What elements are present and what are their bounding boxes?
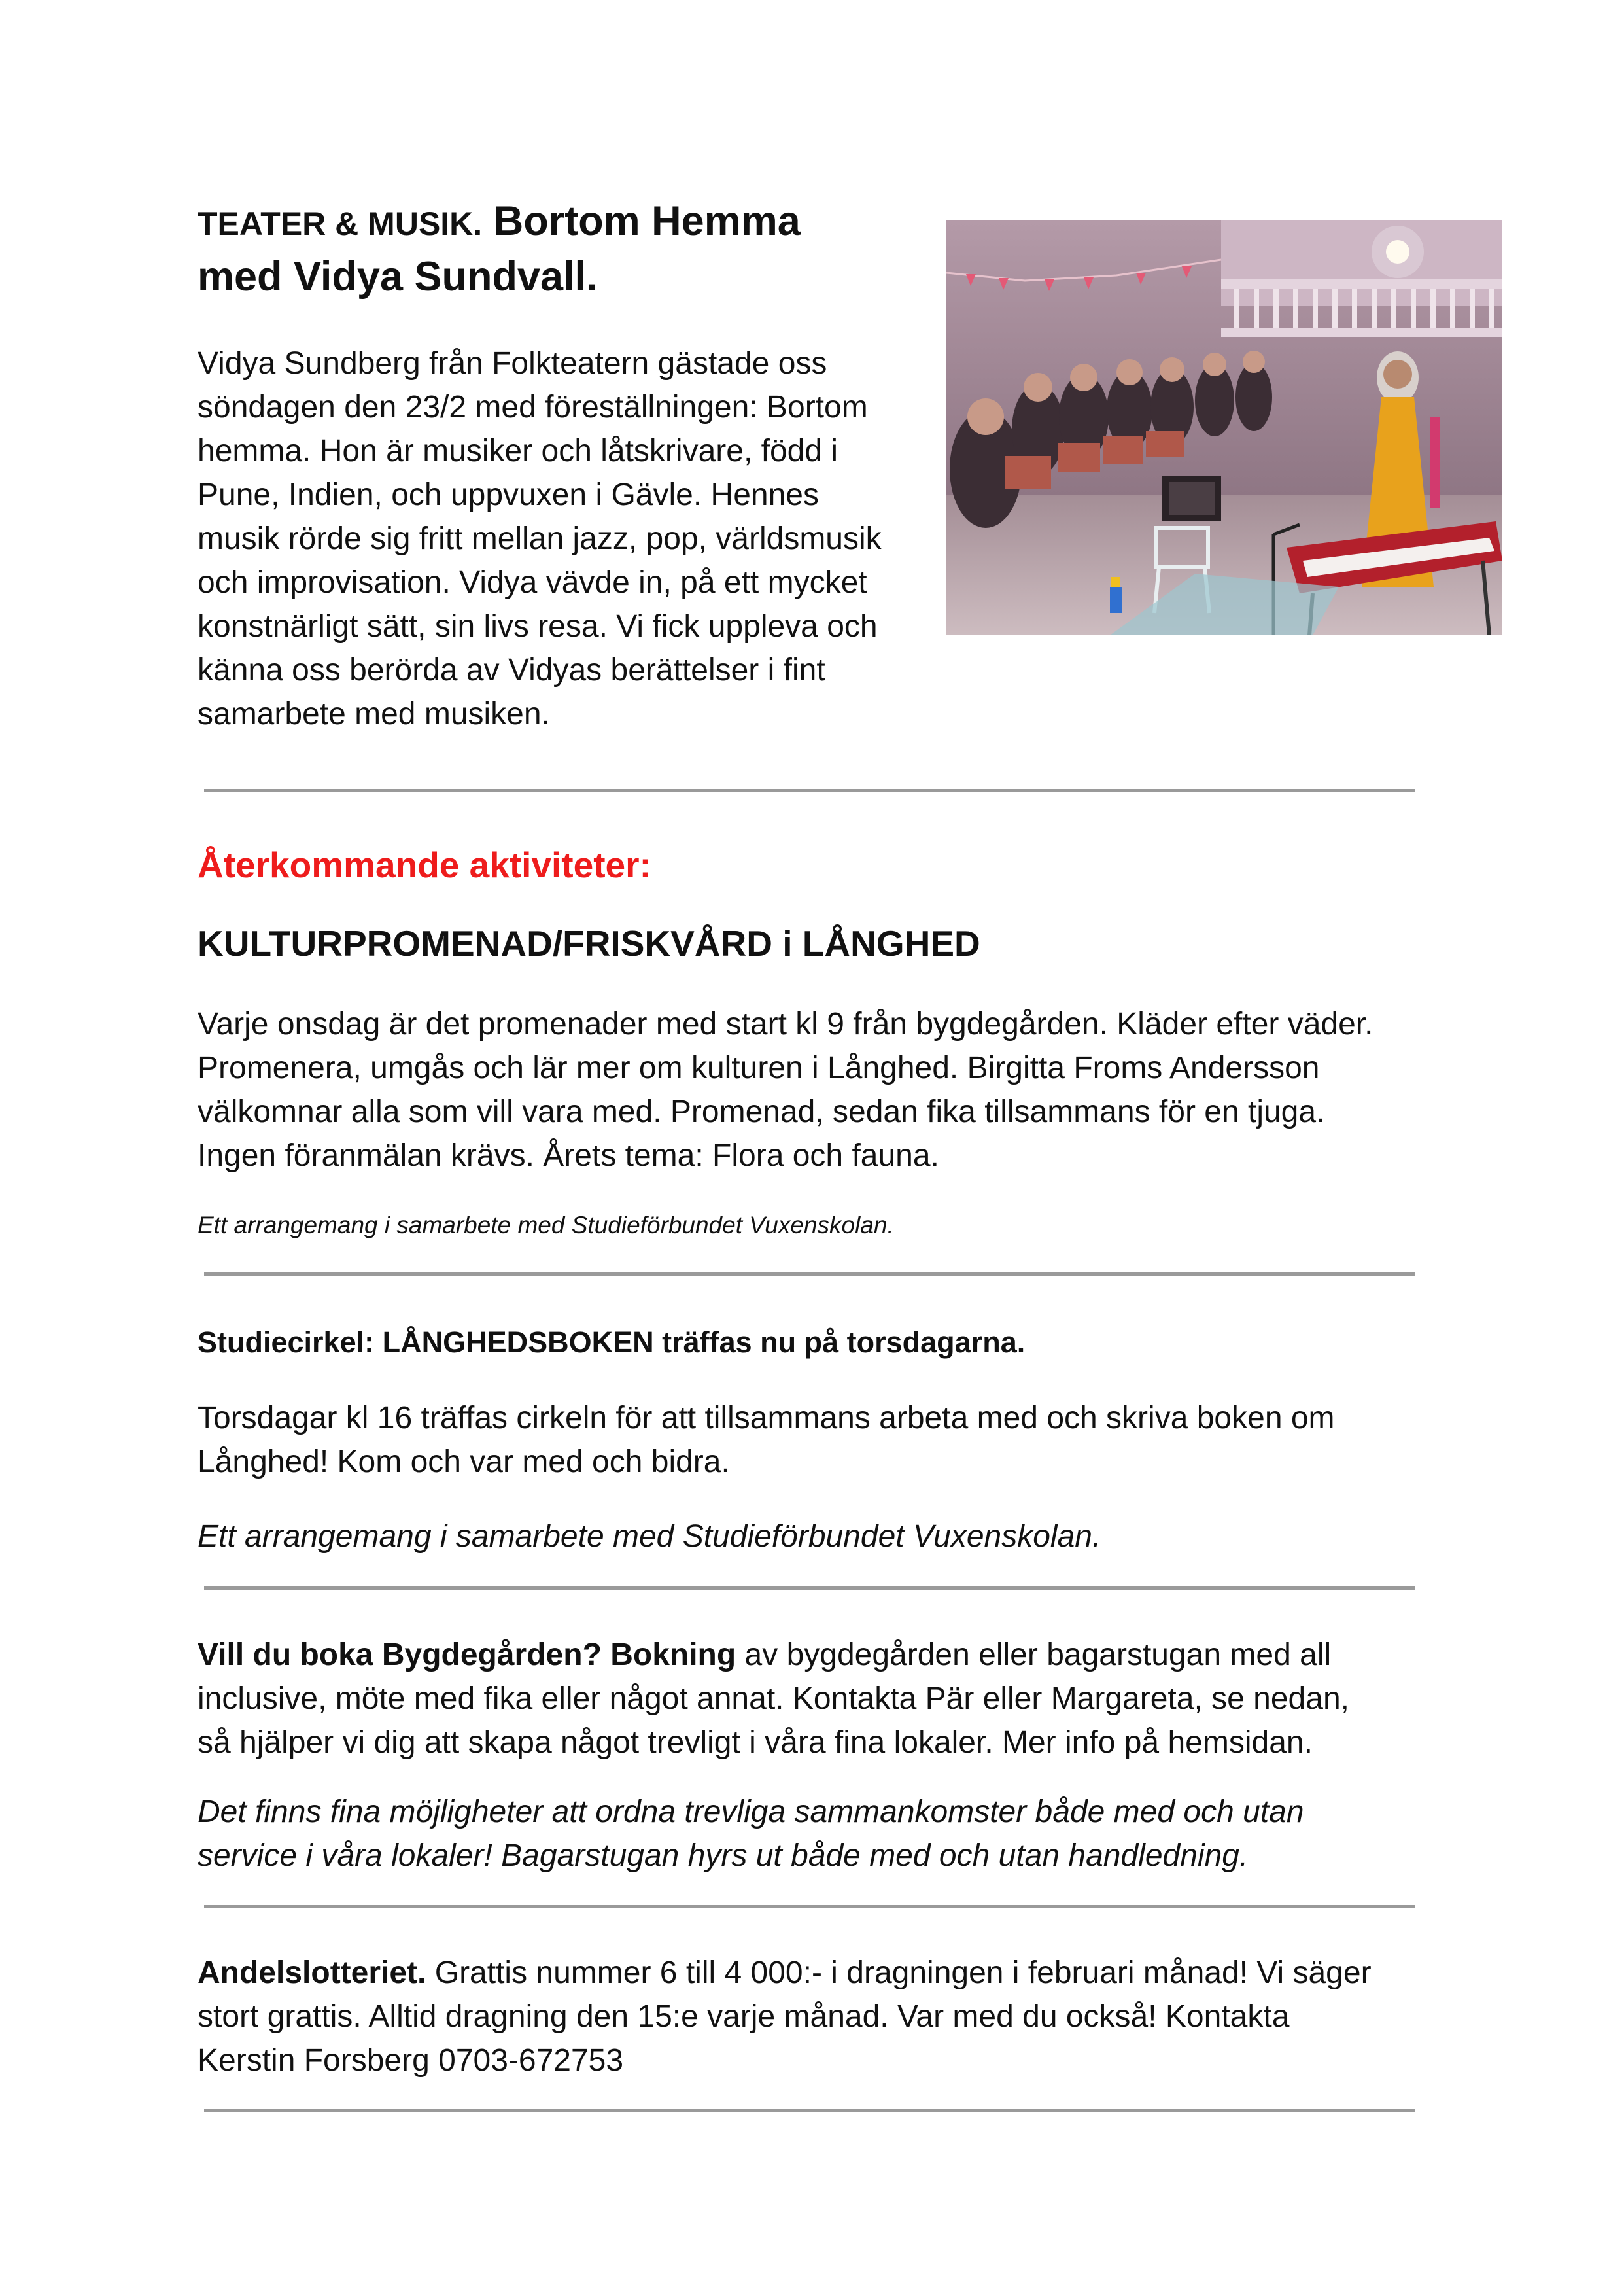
circle-note: Ett arrangemang i samarbete med Studieförbundet Vuxenskolan. — [198, 1519, 1101, 1554]
body-line: Långhed! Kom och var med och bidra. — [198, 1445, 730, 1479]
body-line: stort grattis. Alltid dragning den 15:e varje månad. Var med du också! Kontakta — [198, 1999, 1290, 2034]
body-line: Torsdagar kl 16 träffas cirkeln för att tillsammans arbeta med och skriva boken om — [198, 1401, 1335, 1435]
body-line: Pune, Indien, och uppvuxen i Gävle. Hennes — [198, 478, 819, 512]
performance-photo — [946, 220, 1502, 635]
body-line: Varje onsdag är det promenader med start kl 9 från bygdegården. Kläder efter väder. — [198, 1007, 1373, 1042]
circle-heading: Studiecirkel: LÅNGHEDSBOKEN träffas nu på torsdagarna. — [198, 1325, 1026, 1359]
body-line: Ingen föranmälan krävs. Årets tema: Flora och fauna. — [198, 1138, 939, 1173]
booking-line1 — [198, 1633, 1440, 1677]
body-line: känna oss berörda av Vidyas berättelser i fint — [198, 653, 825, 688]
lottery-line1 — [198, 1951, 1440, 1995]
divider — [204, 1905, 1415, 1908]
divider — [204, 1272, 1415, 1276]
body-line: och improvisation. Vidya vävde in, på ett mycket — [198, 565, 867, 600]
body-line: så hjälper vi dig att skapa något trevligt i våra fina lokaler. Mer info på hemsidan. — [198, 1725, 1313, 1760]
article-heading — [198, 194, 917, 305]
booking-lead: Vill du boka Bygdegården? Bokning — [198, 1638, 736, 1672]
body-line: inclusive, möte med fika eller något annat. Kontakta Pär eller Margareta, se nedan, — [198, 1681, 1349, 1716]
body-line: söndagen den 23/2 med föreställningen: Bortom — [198, 390, 868, 425]
walk-note: Ett arrangemang i samarbete med Studieförbundet Vuxenskolan. — [198, 1212, 894, 1238]
lottery-line1-rest: Grattis nummer 6 till 4 000:- i dragningen i februari månad! Vi säger — [426, 1955, 1372, 1990]
circle-body — [198, 1396, 1440, 1484]
italic-line: service i våra lokaler! Bagarstugan hyrs ut både med och utan handledning. — [198, 1838, 1249, 1873]
body-line: Promenera, umgås och lär mer om kulturen i Långhed. Birgitta Froms Andersson — [198, 1051, 1320, 1085]
divider — [204, 2109, 1415, 2112]
article-kicker: TEATER & MUSIK. — [198, 205, 483, 242]
lottery-body — [198, 1951, 1440, 2082]
article-title-line2: med Vidya Sundvall. — [198, 254, 598, 300]
body-line: Vidya Sundberg från Folkteatern gästade oss — [198, 346, 827, 381]
body-line: samarbete med musiken. — [198, 697, 550, 731]
lottery-lead: Andelslotteriet. — [198, 1955, 426, 1990]
booking-line1-rest: av bygdegården eller bagarstugan med all — [736, 1638, 1332, 1672]
divider — [204, 1586, 1415, 1590]
walk-body — [198, 1002, 1440, 1178]
italic-line: Det finns fina möjligheter att ordna trevliga sammankomster både med och utan — [198, 1795, 1304, 1829]
article-title-line1: Bortom Hemma — [493, 198, 801, 244]
body-line: välkomnar alla som vill vara med. Promenad, sedan fika tillsammans för en tjuga. — [198, 1095, 1325, 1129]
body-line: konstnärligt sätt, sin livs resa. Vi fick uppleva och — [198, 609, 878, 644]
divider — [204, 789, 1415, 792]
body-line: Kerstin Forsberg 0703-672753 — [198, 2043, 624, 2078]
booking-body — [198, 1633, 1440, 1764]
walk-heading: KULTURPROMENAD/FRISKVÅRD i LÅNGHED — [198, 923, 980, 964]
body-line: musik rörde sig fritt mellan jazz, pop, världsmusik — [198, 521, 882, 556]
article-body — [198, 342, 924, 736]
body-line: hemma. Hon är musiker och låtskrivare, född i — [198, 434, 838, 468]
section-title: Återkommande aktiviteter: — [198, 845, 651, 885]
booking-italic — [198, 1790, 1440, 1878]
